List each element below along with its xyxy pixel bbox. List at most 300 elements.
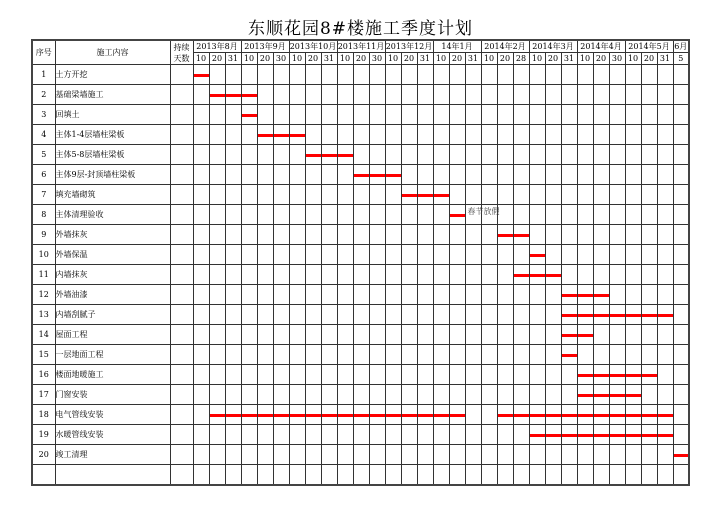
timeline-cell [385, 365, 401, 385]
timeline-cell [529, 365, 545, 385]
timeline-cell [273, 405, 289, 425]
timeline-cell [625, 265, 641, 285]
timeline-cell [273, 465, 289, 486]
timeline-cell [593, 125, 609, 145]
task-row [32, 85, 689, 105]
timeline-cell [257, 245, 273, 265]
day-header: 20 [593, 53, 609, 65]
timeline-cell [657, 245, 673, 265]
timeline-cell [193, 125, 209, 145]
timeline-cell [449, 225, 465, 245]
timeline-cell [673, 345, 689, 365]
timeline-cell [577, 105, 593, 125]
gantt-bar [194, 74, 209, 77]
timeline-cell [497, 285, 513, 305]
gantt-bar [642, 434, 657, 437]
timeline-cell [337, 205, 353, 225]
timeline-cell [241, 445, 257, 465]
timeline-cell [241, 345, 257, 365]
header-task-name: 施工内容 [55, 40, 170, 65]
task-seq: 10 [32, 245, 55, 265]
timeline-cell [417, 445, 433, 465]
timeline-cell [257, 465, 273, 486]
timeline-cell [593, 345, 609, 365]
timeline-cell [545, 345, 561, 365]
task-duration [170, 65, 193, 85]
task-row [32, 245, 689, 265]
timeline-cell [625, 105, 641, 125]
day-header: 20 [401, 53, 417, 65]
timeline-cell [529, 405, 545, 425]
task-duration [170, 125, 193, 145]
timeline-cell [321, 385, 337, 405]
timeline-cell [513, 65, 529, 85]
task-row [32, 305, 689, 325]
timeline-cell [449, 465, 465, 486]
timeline-cell [321, 205, 337, 225]
header-seq: 序号 [32, 40, 55, 65]
timeline-cell [273, 225, 289, 245]
timeline-cell [321, 125, 337, 145]
timeline-cell [561, 205, 577, 225]
timeline-cell [289, 345, 305, 365]
task-seq: 18 [32, 405, 55, 425]
timeline-cell [609, 185, 625, 205]
timeline-cell [513, 365, 529, 385]
timeline-cell [673, 265, 689, 285]
timeline-cell [321, 65, 337, 85]
timeline-cell [449, 185, 465, 205]
timeline-cell [417, 465, 433, 486]
timeline-cell [209, 145, 225, 165]
timeline-cell [289, 465, 305, 486]
timeline-cell [561, 165, 577, 185]
timeline-cell [561, 385, 577, 405]
timeline-cell [641, 385, 657, 405]
timeline-cell [641, 265, 657, 285]
timeline-cell [625, 365, 641, 385]
timeline-cell [545, 445, 561, 465]
timeline-cell [257, 265, 273, 285]
timeline-cell [497, 425, 513, 445]
timeline-cell [593, 185, 609, 205]
timeline-cell [529, 465, 545, 486]
task-seq: 7 [32, 185, 55, 205]
timeline-cell [385, 205, 401, 225]
gantt-bar [258, 134, 273, 137]
gantt-bar [642, 414, 657, 417]
task-name: 填充墙砌筑 [55, 185, 170, 205]
timeline-cell [481, 425, 497, 445]
gantt-bar [306, 414, 321, 417]
timeline-cell [289, 125, 305, 145]
gantt-bar [578, 434, 593, 437]
timeline-cell [385, 265, 401, 285]
timeline-cell [417, 385, 433, 405]
day-header: 20 [353, 53, 369, 65]
timeline-cell [337, 145, 353, 165]
timeline-cell [417, 405, 433, 425]
task-seq: 17 [32, 385, 55, 405]
day-header: 30 [369, 53, 385, 65]
timeline-cell [305, 125, 321, 145]
timeline-cell [449, 305, 465, 325]
timeline-cell [513, 105, 529, 125]
task-duration [170, 245, 193, 265]
gantt-bar [386, 414, 401, 417]
timeline-cell [417, 225, 433, 245]
timeline-cell [465, 445, 481, 465]
gantt-bar [658, 414, 673, 417]
timeline-cell [577, 465, 593, 486]
header-duration-line1: 持续 [173, 42, 190, 52]
timeline-cell [289, 105, 305, 125]
timeline-cell [609, 105, 625, 125]
timeline-cell [481, 465, 497, 486]
timeline-cell [625, 125, 641, 145]
timeline-cell [369, 425, 385, 445]
timeline-cell [625, 245, 641, 265]
timeline-cell [465, 245, 481, 265]
timeline-cell [433, 265, 449, 285]
timeline-cell [273, 165, 289, 185]
task-name: 回填土 [55, 105, 170, 125]
timeline-cell [193, 185, 209, 205]
timeline-cell [657, 405, 673, 425]
timeline-cell [433, 285, 449, 305]
timeline-cell [545, 425, 561, 445]
task-duration [170, 285, 193, 305]
timeline-cell [321, 245, 337, 265]
gantt-bar [594, 374, 609, 377]
timeline-cell [337, 105, 353, 125]
timeline-cell [225, 265, 241, 285]
timeline-cell [481, 165, 497, 185]
timeline-cell [257, 445, 273, 465]
timeline-cell [577, 145, 593, 165]
timeline-cell [193, 465, 209, 486]
gantt-bar [354, 174, 369, 177]
day-header: 31 [225, 53, 241, 65]
timeline-cell [673, 125, 689, 145]
gantt-bar [546, 274, 561, 277]
timeline-cell [417, 65, 433, 85]
day-header: 20 [497, 53, 513, 65]
timeline-cell [641, 465, 657, 486]
timeline-cell [481, 85, 497, 105]
task-duration [170, 145, 193, 165]
timeline-cell [657, 205, 673, 225]
task-seq: 8 [32, 205, 55, 225]
task-row [32, 465, 689, 486]
timeline-cell [257, 205, 273, 225]
timeline-cell [465, 305, 481, 325]
timeline-cell [417, 205, 433, 225]
timeline-cell [497, 305, 513, 325]
timeline-cell [337, 405, 353, 425]
timeline-cell [577, 125, 593, 145]
month-header: 2014年4月 [577, 40, 625, 53]
gantt-bar [418, 414, 433, 417]
timeline-cell [641, 425, 657, 445]
timeline-cell [529, 85, 545, 105]
timeline-cell [673, 65, 689, 85]
timeline-cell [225, 305, 241, 325]
timeline-cell [449, 65, 465, 85]
timeline-cell [481, 105, 497, 125]
timeline-cell [625, 225, 641, 245]
timeline-cell [241, 165, 257, 185]
timeline-cell [673, 385, 689, 405]
gantt-bar [626, 314, 641, 317]
timeline-cell [433, 205, 449, 225]
gantt-table [31, 39, 690, 486]
timeline-cell [657, 305, 673, 325]
gantt-bar [610, 314, 625, 317]
timeline-cell [257, 285, 273, 305]
timeline-cell [289, 245, 305, 265]
timeline-cell [545, 405, 561, 425]
timeline-cell [417, 245, 433, 265]
gantt-bar [578, 334, 593, 337]
timeline-cell [417, 325, 433, 345]
timeline-cell [625, 445, 641, 465]
task-duration [170, 465, 193, 486]
timeline-cell [625, 425, 641, 445]
timeline-cell [289, 325, 305, 345]
timeline-cell [497, 85, 513, 105]
timeline-cell [529, 385, 545, 405]
timeline-cell [401, 185, 417, 205]
timeline-cell [625, 65, 641, 85]
gantt-bar [546, 414, 561, 417]
timeline-cell [401, 265, 417, 285]
month-header: 2013年9月 [241, 40, 289, 53]
timeline-cell [657, 445, 673, 465]
timeline-cell [465, 125, 481, 145]
timeline-cell [353, 445, 369, 465]
timeline-cell [225, 445, 241, 465]
day-header: 30 [609, 53, 625, 65]
task-seq: 2 [32, 85, 55, 105]
timeline-cell [273, 245, 289, 265]
timeline-cell [609, 245, 625, 265]
task-seq [32, 465, 55, 486]
timeline-cell [577, 245, 593, 265]
timeline-cell [529, 445, 545, 465]
month-header: 2013年10月 [289, 42, 337, 51]
timeline-cell [433, 245, 449, 265]
timeline-cell [369, 145, 385, 165]
timeline-cell [513, 445, 529, 465]
timeline-cell [609, 65, 625, 85]
timeline-cell [209, 105, 225, 125]
timeline-cell [545, 265, 561, 285]
timeline-cell [481, 325, 497, 345]
timeline-cell [609, 365, 625, 385]
timeline-cell [481, 185, 497, 205]
timeline-cell [673, 425, 689, 445]
timeline-cell [273, 65, 289, 85]
timeline-cell [481, 385, 497, 405]
timeline-cell [369, 265, 385, 285]
timeline-cell [433, 365, 449, 385]
timeline-cell [193, 345, 209, 365]
gantt-bar [562, 294, 577, 297]
timeline-cell [225, 365, 241, 385]
timeline-cell [545, 245, 561, 265]
timeline-cell [433, 85, 449, 105]
timeline-cell [193, 85, 209, 105]
timeline-cell [641, 405, 657, 425]
timeline-cell [465, 425, 481, 445]
timeline-cell [385, 305, 401, 325]
timeline-cell [369, 365, 385, 385]
timeline-cell [449, 165, 465, 185]
timeline-cell [257, 185, 273, 205]
timeline-cell [337, 385, 353, 405]
timeline-cell [417, 305, 433, 325]
gantt-bar [402, 194, 417, 197]
timeline-cell [193, 265, 209, 285]
timeline-cell [433, 65, 449, 85]
timeline-cell [385, 65, 401, 85]
gantt-bar [562, 434, 577, 437]
task-row [32, 125, 689, 145]
timeline-cell [593, 105, 609, 125]
timeline-cell [305, 165, 321, 185]
timeline-cell [673, 445, 689, 465]
timeline-cell [609, 145, 625, 165]
timeline-cell [433, 105, 449, 125]
day-header: 10 [625, 53, 641, 65]
timeline-cell [561, 345, 577, 365]
timeline-cell [193, 285, 209, 305]
task-name: 外墙油漆 [55, 285, 170, 305]
timeline-cell [289, 365, 305, 385]
task-name: 门窗安装 [55, 385, 170, 405]
timeline-cell [337, 65, 353, 85]
timeline-cell [305, 205, 321, 225]
month-header: 2013年12月 [385, 42, 433, 51]
timeline-cell [225, 205, 241, 225]
timeline-cell [337, 345, 353, 365]
timeline-cell [369, 285, 385, 305]
task-seq: 19 [32, 425, 55, 445]
timeline-cell [385, 225, 401, 245]
timeline-cell [641, 225, 657, 245]
timeline-cell [465, 185, 481, 205]
timeline-cell [609, 385, 625, 405]
timeline-cell [657, 165, 673, 185]
timeline-cell [593, 305, 609, 325]
timeline-cell [193, 365, 209, 385]
timeline-cell [353, 105, 369, 125]
timeline-cell [193, 225, 209, 245]
gantt-bar [658, 314, 673, 317]
gantt-bar [610, 394, 625, 397]
gantt-bar [658, 434, 673, 437]
timeline-cell [273, 425, 289, 445]
timeline-cell [241, 185, 257, 205]
timeline-cell [673, 145, 689, 165]
timeline-cell [385, 465, 401, 486]
timeline-cell [657, 65, 673, 85]
timeline-cell [497, 185, 513, 205]
timeline-cell [449, 245, 465, 265]
timeline-cell [353, 365, 369, 385]
gantt-bar [258, 414, 273, 417]
timeline-cell [497, 265, 513, 285]
task-duration [170, 305, 193, 325]
timeline-cell [593, 165, 609, 185]
timeline-cell [513, 305, 529, 325]
task-name: 土方开挖 [55, 65, 170, 85]
timeline-cell [545, 125, 561, 145]
timeline-cell [545, 305, 561, 325]
gantt-bar [322, 154, 337, 157]
timeline-cell [625, 285, 641, 305]
gantt-bar [402, 414, 417, 417]
timeline-cell [657, 125, 673, 145]
timeline-cell [545, 225, 561, 245]
timeline-cell [449, 425, 465, 445]
timeline-cell [545, 325, 561, 345]
gantt-bar [274, 414, 289, 417]
timeline-cell [209, 285, 225, 305]
timeline-cell [337, 465, 353, 486]
task-row [32, 325, 689, 345]
timeline-cell [561, 145, 577, 165]
gantt-bar [530, 414, 545, 417]
timeline-cell [529, 105, 545, 125]
timeline-cell [289, 85, 305, 105]
gantt-header [32, 40, 689, 65]
timeline-cell [433, 185, 449, 205]
timeline-cell [625, 145, 641, 165]
timeline-cell [609, 405, 625, 425]
timeline-cell [641, 445, 657, 465]
timeline-cell [369, 225, 385, 245]
timeline-cell [433, 165, 449, 185]
task-name: 竣工清理 [55, 445, 170, 465]
timeline-cell [433, 125, 449, 145]
timeline-cell [401, 65, 417, 85]
timeline-cell [577, 265, 593, 285]
timeline-cell [481, 125, 497, 145]
timeline-cell [401, 85, 417, 105]
timeline-cell [257, 305, 273, 325]
timeline-cell [353, 85, 369, 105]
timeline-cell [513, 265, 529, 285]
timeline-cell [401, 145, 417, 165]
timeline-cell [625, 405, 641, 425]
timeline-cell [401, 365, 417, 385]
timeline-cell [337, 165, 353, 185]
gantt-bar [562, 354, 577, 357]
timeline-cell [401, 105, 417, 125]
timeline-cell [641, 285, 657, 305]
timeline-cell [321, 145, 337, 165]
timeline-cell [593, 425, 609, 445]
timeline-cell [353, 405, 369, 425]
task-name: 外墙抹灰 [55, 225, 170, 245]
gantt-bar [562, 314, 577, 317]
timeline-cell [609, 445, 625, 465]
timeline-cell [193, 325, 209, 345]
timeline-cell [369, 85, 385, 105]
timeline-cell [673, 105, 689, 125]
